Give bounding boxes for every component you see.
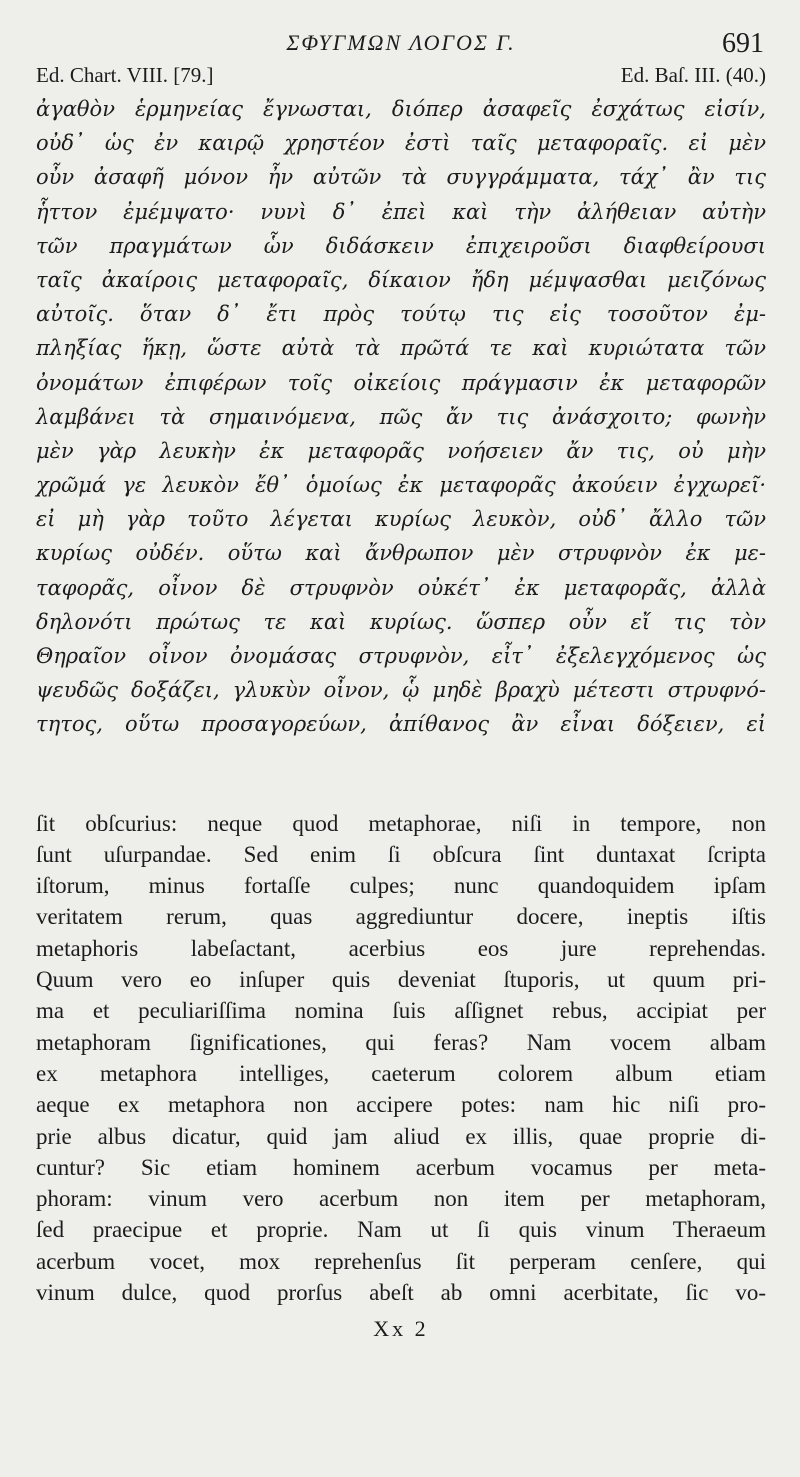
column-separator bbox=[36, 742, 766, 808]
latin-text-line: vinum dulce, quod prorſus abeſt ab omni acerbitate, ſic vo- bbox=[36, 1280, 766, 1306]
latin-text-line: iſtorum, minus fortaſſe culpes; nunc quandoquidem ipſam bbox=[36, 873, 766, 899]
latin-text-line: prie albus dicatur, quid jam aliud ex illis, quae proprie di- bbox=[36, 1123, 766, 1149]
greek-text-block bbox=[36, 92, 766, 742]
page-number: 691 bbox=[722, 28, 764, 59]
edition-ref-right: Ed. Baſ. III. (40.) bbox=[620, 63, 766, 87]
greek-text-line: ὀνομάτων ἐπιφέρων τοῖς οἰκείοις πράγμασιν ἐκ μεταφορῶν bbox=[36, 370, 766, 395]
greek-text-line: ταῖς ἀκαίροις μεταφοραῖς, δίκαιον ἤδη μέμψασθαι μειζόνως bbox=[36, 267, 766, 292]
greek-text-line: εἰ μὴ γὰρ τοῦτο λέγεται κυρίως λευκὸν, οὐδ᾽ ἄλλο τῶν bbox=[36, 507, 766, 532]
latin-text-line: metaphoris labeſactant, acerbius eos jure reprehendas. bbox=[36, 935, 766, 961]
greek-text-line: ψευδῶς δοξάζει, γλυκὺν οἶνον, ᾧ μηδὲ βραχὺ μέτεστι στρυφνό- bbox=[36, 678, 766, 703]
greek-text-line: ἀγαθὸν ἑρμηνείας ἔγνωσται, διόπερ ἀσαφεῖς ἐσχάτως εἰσίν, bbox=[36, 97, 766, 121]
greek-text-line: χρῶμά γε λευκὸν ἔθ᾽ ὁμοίως ἐκ μεταφορᾶς ἀκούειν ἐγχωρεῖ· bbox=[36, 473, 766, 498]
edition-ref-left: Ed. Chart. VIII. [79.] bbox=[36, 63, 214, 87]
greek-text-line: ἧττον ἐμέμψατο· νυνὶ δ᾽ ἐπεὶ καὶ τὴν ἀλήθειαν αὐτὴν bbox=[36, 199, 766, 224]
greek-text-line: μὲν γὰρ λευκὴν ἐκ μεταφορᾶς νοήσειεν ἄν τις, οὐ μὴν bbox=[36, 438, 766, 463]
greek-text-line: κυρίως οὐδέν. οὕτω καὶ ἄνθρωπον μὲν στρυφνὸν ἐκ με- bbox=[36, 541, 766, 566]
running-head bbox=[36, 0, 766, 62]
greek-text-line: τῶν πραγμάτων ὧν διδάσκειν ἐπιχειροῦσι διαφθείρουσι bbox=[36, 233, 766, 258]
greek-text-line: Θηραῖον οἶνον ὀνομάσας στρυφνὸν, εἶτ᾽ ἐξελεγχόμενος ὡς bbox=[36, 644, 766, 668]
greek-text-line: ταφορᾶς, οἶνον δὲ στρυφνὸν οὐκέτ᾽ ἐκ μεταφορᾶς, ἀλλὰ bbox=[36, 575, 766, 600]
greek-text-line: δηλονότι πρώτως τε καὶ κυρίως. ὥσπερ οὖν εἴ τις τὸν bbox=[36, 609, 766, 634]
greek-text-line: πληξίας ἥκῃ, ὥστε αὐτὰ τὰ πρῶτά τε καὶ κυριώτατα τῶν bbox=[36, 336, 766, 361]
edition-references bbox=[36, 62, 766, 88]
latin-text-line: cuntur? Sic etiam hominem acerbum vocamus per meta- bbox=[36, 1154, 766, 1180]
latin-text-line: aeque ex metaphora non accipere potes: nam hic niſi pro- bbox=[36, 1092, 766, 1118]
latin-text-line: acerbum vocet, mox reprehenſus ſit perperam cenſere, qui bbox=[36, 1248, 766, 1274]
latin-text-line: ma et peculiariſſima nomina ſuis aſſignet rebus, accipiat per bbox=[36, 998, 766, 1024]
greek-text-line: λαμβάνει τὰ σημαινόμενα, πῶς ἄν τις ἀνάσχοιτο; φωνὴν bbox=[36, 404, 766, 429]
latin-text-block bbox=[36, 808, 766, 1309]
greek-text-line: τητος, οὕτω προσαγορεύων, ἀπίθανος ἂν εἶναι δόξειεν, εἰ bbox=[36, 712, 766, 737]
latin-text-line: veritatem rerum, quas aggrediuntur docere, ineptis iſtis bbox=[36, 904, 766, 930]
greek-text-line: αὐτοῖς. ὅταν δ᾽ ἔτι πρὸς τούτῳ τις εἰς τοσοῦτον ἐμ- bbox=[36, 302, 766, 327]
latin-text-line: ſed praecipue et proprie. Nam ut ſi quis vinum Theraeum bbox=[36, 1217, 766, 1243]
latin-text-line: Quum vero eo inſuper quis deveniat ſtuporis, ut quum pri- bbox=[36, 967, 766, 993]
running-title: ΣΦΥΓΜΩΝ ΛΟΓΟΣ Γ. bbox=[286, 30, 516, 55]
greek-text-line: οὖν ἀσαφῆ μόνον ἦν αὐτῶν τὰ συγγράμματα, τάχ᾽ ἂν τις bbox=[36, 165, 766, 190]
latin-text-line: ſit obſcurius: neque quod metaphorae, niſi in tempore, non bbox=[36, 810, 766, 836]
latin-text-line: phoram: vinum vero acerbum non item per metaphoram, bbox=[36, 1186, 766, 1212]
signature-mark: Xx 2 bbox=[373, 1316, 429, 1342]
greek-text-line: οὐδ᾽ ὡς ἐν καιρῷ χρηστέον ἐστὶ ταῖς μεταφοραῖς. εἰ μὲν bbox=[36, 131, 766, 156]
latin-text-line: ex metaphora intelliges, caeterum colorem album etiam bbox=[36, 1060, 766, 1086]
latin-text-line: ſunt uſurpandae. Sed enim ſi obſcura ſint duntaxat ſcripta bbox=[36, 841, 766, 867]
latin-text-line: metaphoram ſignificationes, qui feras? Nam vocem albam bbox=[36, 1029, 766, 1055]
